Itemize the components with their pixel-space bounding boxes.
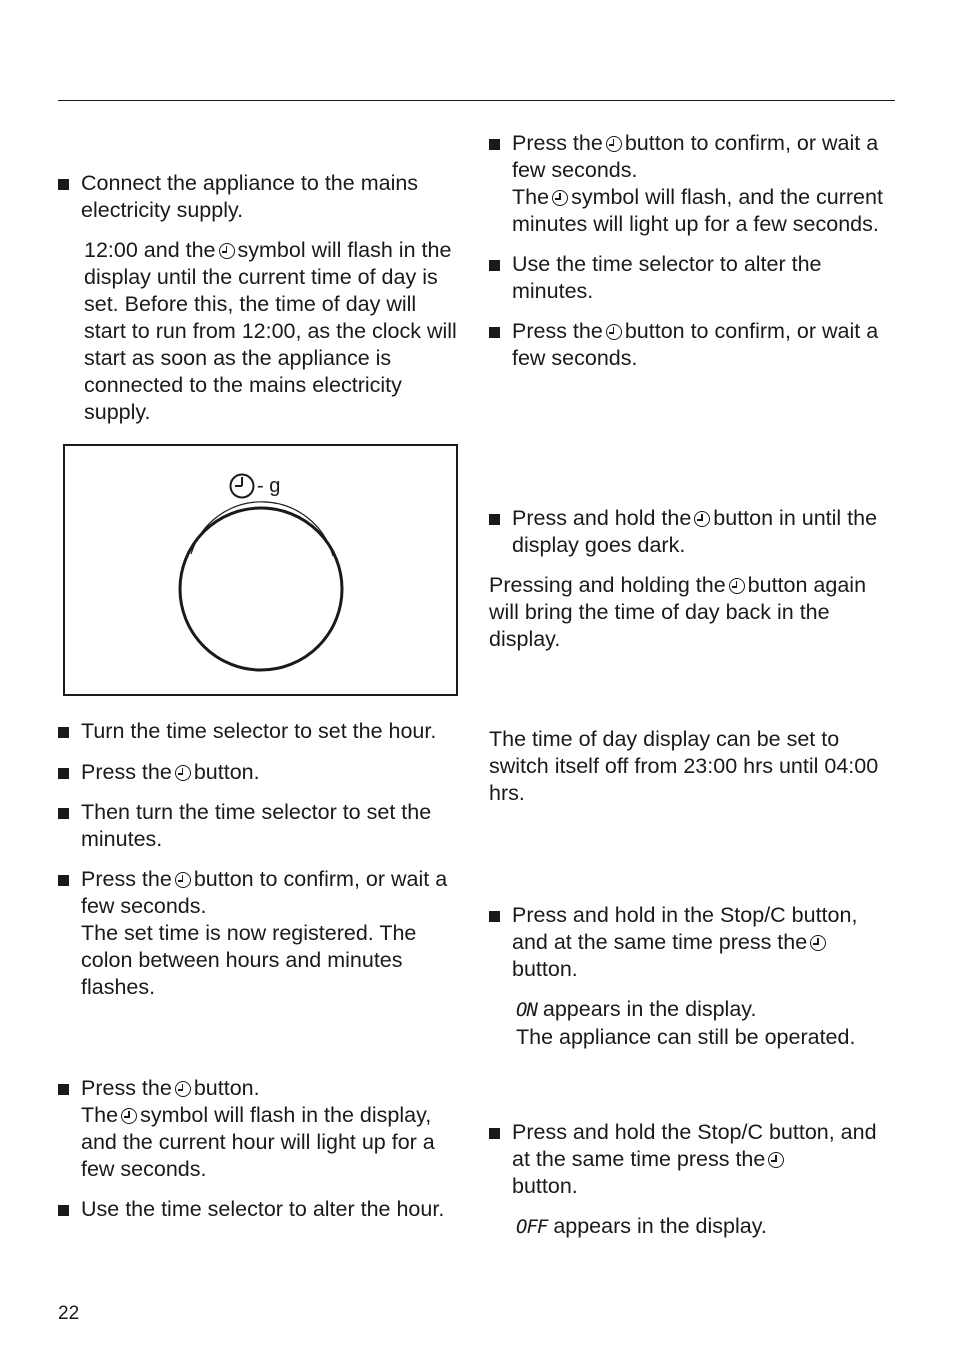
step-turn-hour: Turn the time selector to set the hour. — [58, 718, 464, 745]
clock-icon — [121, 1108, 137, 1124]
time-selector-panel — [63, 444, 458, 696]
step-confirm-minutes: Press the button to confirm, or wait a few seconds. — [489, 318, 899, 372]
step-hold-clock: Press and hold the button in until the display goes dark. — [489, 505, 899, 559]
alter-hour-steps — [58, 1075, 464, 1223]
step-confirm: Press the button to confirm, or wait a few seconds. The set time is now registered. The colon between hours and minutes flashes. — [58, 866, 464, 1001]
dark-note: Pressing and holding the button again will bring the time of day back in the display. — [489, 573, 867, 651]
switch-off-section — [489, 1119, 899, 1241]
step-stop-c-off: Press and hold the Stop/C button, and at the same time press the button. — [489, 1119, 899, 1200]
step-confirm-hour: Press the button to confirm, or wait a few seconds. The symbol will flash, and the current minutes will light up for a few seconds. — [489, 130, 899, 238]
page-number: 22 — [58, 1303, 80, 1324]
time-selector-knob[interactable] — [180, 508, 342, 670]
connect-bullet: Connect the appliance to the mains electricity supply. — [58, 170, 458, 224]
step-press-clock: Press the button. The symbol will flash in the display, and the current hour will light up for a few seconds. — [58, 1075, 464, 1183]
step-turn-minutes: Then turn the time selector to set the minutes. — [58, 799, 464, 853]
header-rule — [58, 100, 895, 101]
step-stop-c-on: Press and hold in the Stop/C button, and at the same time press the button. — [489, 902, 899, 983]
clock-icon — [219, 243, 235, 259]
display-code-on: ON — [516, 999, 537, 1021]
off-result: OFF appears in the display. — [516, 1214, 767, 1238]
clock-icon — [694, 511, 710, 527]
connect-note: 12:00 and the symbol will flash in the display until the current time of day is set. Before this, the time of day will start to run from 12:00, as the clock will start as soon as the appliance is connected to the mains electricity supply. — [84, 238, 457, 424]
switch-on-section — [489, 902, 899, 1051]
clock-icon — [175, 872, 191, 888]
clock-icon — [606, 324, 622, 340]
set-time-steps — [58, 718, 464, 1001]
selector-label: - g — [257, 475, 281, 497]
clock-icon — [231, 475, 254, 498]
step-alter-hour: Use the time selector to alter the hour. — [58, 1196, 464, 1223]
step-press-button: Press the button. — [58, 759, 464, 786]
clock-icon — [810, 935, 826, 951]
clock-icon — [768, 1152, 784, 1168]
display-dark-section — [489, 505, 899, 653]
step-alter-minutes: Use the time selector to alter the minutes. — [489, 251, 899, 305]
clock-icon — [175, 765, 191, 781]
clock-icon — [552, 190, 568, 206]
on-result: ON appears in the display. The appliance can still be operated. — [516, 997, 856, 1049]
night-switch-off-note: The time of day display can be set to switch itself off from 23:00 hrs until 04:00 hrs. — [489, 727, 879, 805]
clock-icon — [175, 1081, 191, 1097]
clock-icon — [729, 578, 745, 594]
connect-section — [58, 170, 458, 426]
time-selector-illustration — [65, 446, 456, 694]
alter-minutes-steps — [489, 130, 899, 372]
display-code-off: OFF — [516, 1216, 548, 1238]
clock-icon — [606, 136, 622, 152]
